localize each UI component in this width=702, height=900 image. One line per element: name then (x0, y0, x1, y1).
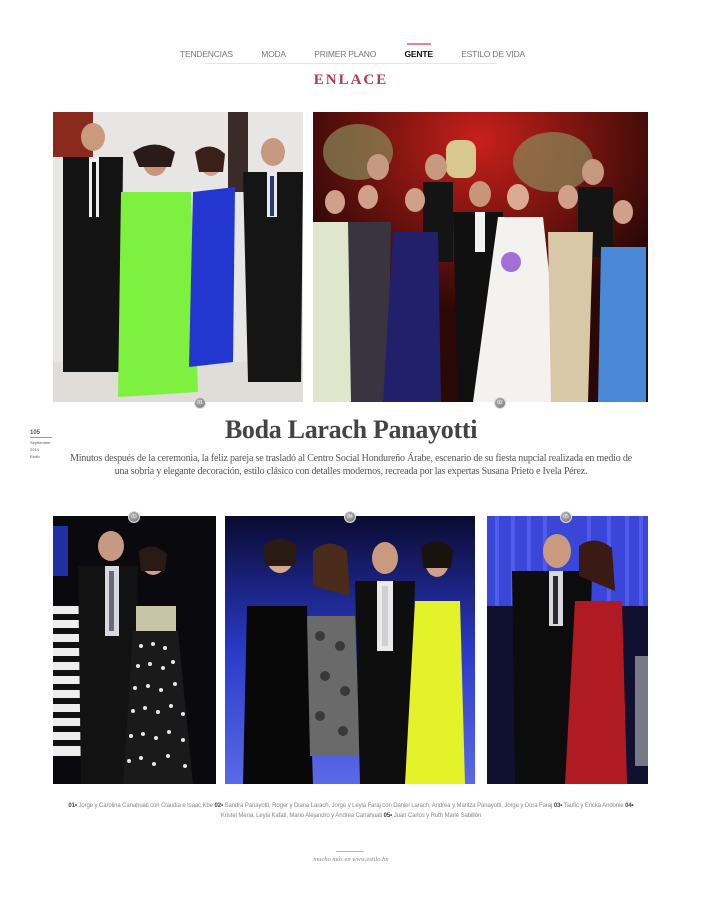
photo-05-illustration (487, 516, 648, 784)
photo-03-illustration (53, 516, 216, 784)
photo-badge-01: 01 (194, 397, 206, 409)
photo-02-illustration (313, 112, 648, 402)
nav-item-gente[interactable]: GENTE (404, 49, 433, 59)
caption-text-04: Kristel Mena, Leyla Kafati, Mario Alejandro y Andrea Canahuati (220, 813, 383, 819)
caption-num-02: 02• (214, 803, 223, 809)
photo-01-illustration (53, 112, 303, 402)
photo-04 (225, 516, 475, 784)
nav-item-tendencias[interactable]: TENDENCIAS (180, 49, 233, 59)
photo-badge-02: 02 (494, 397, 506, 409)
caption-text-03: Taufic y Ericka Andonie (563, 803, 624, 809)
folio-meta-2: 2014 (30, 447, 39, 452)
caption-text-02: Sandra Panayotti, Roger y Diana Larach, Jorge y Leyla Faraj con Daniel Larach, Andrea y Maritza Panayotti, Jorge y Dora Faraj (224, 803, 553, 809)
section-nav (180, 44, 525, 64)
photo-01 (53, 112, 303, 402)
photo-badge-03: 03 (128, 511, 140, 523)
photo-badge-04: 04 (344, 511, 356, 523)
photo-03 (53, 516, 216, 784)
caption-num-01: 01• (68, 803, 77, 809)
photo-04-illustration (225, 516, 475, 784)
page-number: 105 (30, 430, 52, 438)
footer-web-link[interactable]: mucho más en www.estilo.hn (313, 856, 389, 863)
nav-divider (205, 63, 497, 64)
photo-05 (487, 516, 648, 784)
nav-item-estilo-de-vida[interactable]: ESTILO DE VIDA (461, 49, 525, 59)
photo-captions (62, 801, 640, 821)
section-title: ENLACE (313, 72, 389, 88)
photo-02 (313, 112, 648, 402)
nav-item-moda[interactable]: MODA (261, 49, 286, 59)
nav-item-primer-plano[interactable]: PRIMER PLANO (314, 49, 377, 59)
caption-text-05: Juan Carlos y Ruth Marie Sabillón (393, 813, 482, 819)
folio-meta-3: Estilo (30, 454, 40, 459)
photo-badge-05: 05 (560, 511, 572, 523)
caption-num-03: 03• (553, 803, 563, 809)
footer-divider (336, 851, 364, 852)
article-headline: Boda Larach Panayotti (224, 415, 478, 444)
caption-num-05: 05• (383, 813, 393, 819)
article-intro: Minutos después de la ceremonia, la feliz pareja se trasladó al Centro Social Hondureño Árabe, escenario de su fiesta nupcial realizada en medio de una sobria y elegante decoración, estilo clásico con detalles modernos, recreada por las expertas Susana Prieto e Ivela Pérez. (70, 453, 632, 477)
caption-text-01: Jorge y Carolina Canahuati con Claudia e Isaac Kbe (78, 803, 213, 809)
folio-meta-1: Septiembre (30, 440, 51, 445)
caption-num-04: 04• (625, 803, 634, 809)
